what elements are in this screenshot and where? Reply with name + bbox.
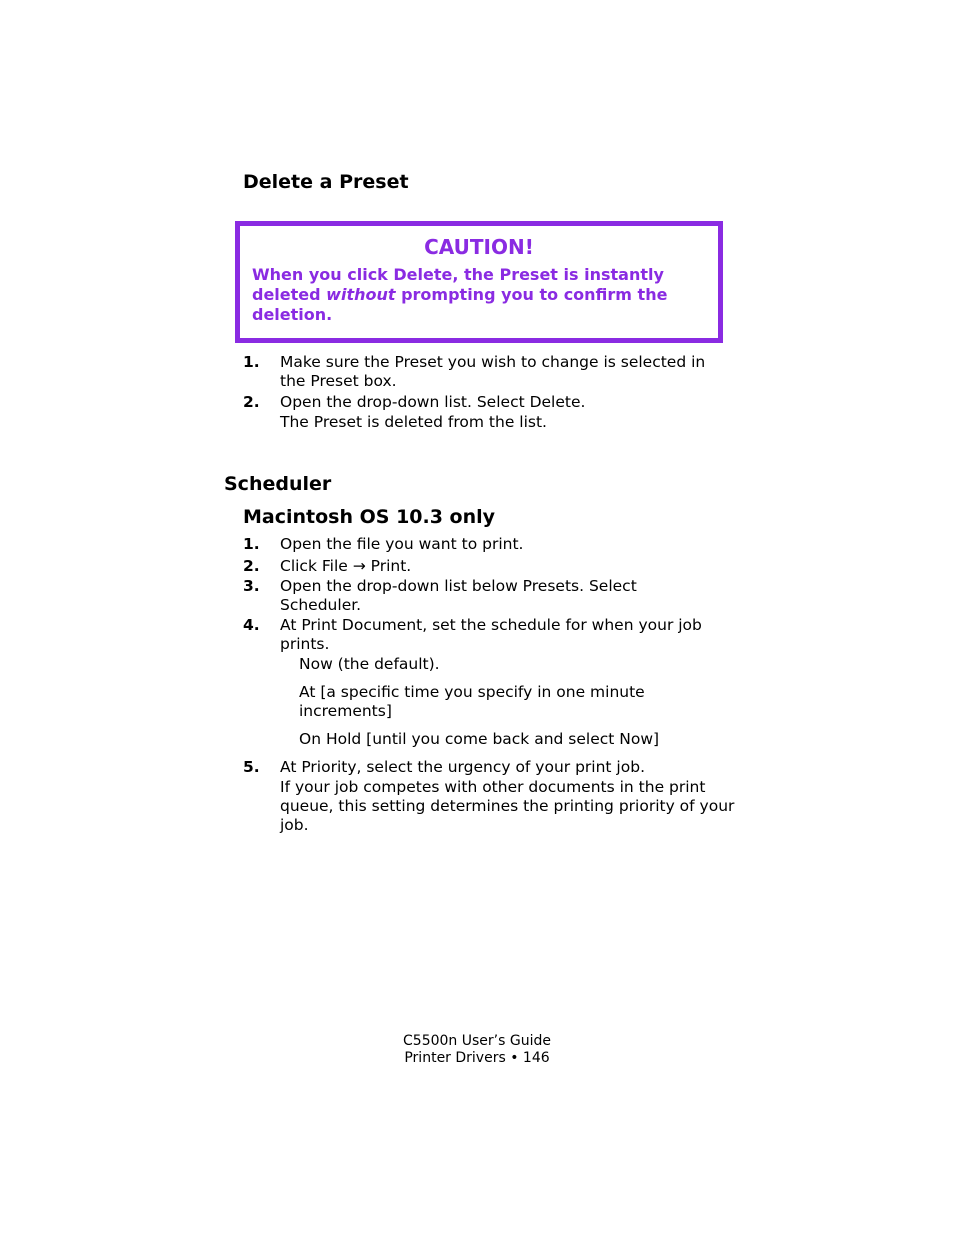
caution-text-emphasis: without bbox=[326, 285, 396, 304]
schedule-option: Now (the default). bbox=[299, 655, 440, 673]
step-text: Open the drop-down list below Presets. Select Scheduler. bbox=[280, 577, 637, 614]
caution-text-before: When you click Delete, the Preset is instantly deleted bbox=[252, 265, 664, 304]
step-number: 1. bbox=[243, 353, 260, 371]
step-number: 5. bbox=[243, 758, 260, 776]
step-number: 4. bbox=[243, 616, 260, 634]
schedule-option: At [a specific time you specify in one minute increments] bbox=[299, 683, 645, 720]
footer-page-info: Printer Drivers • 146 bbox=[404, 1050, 550, 1066]
caution-text bbox=[252, 265, 702, 325]
caution-box bbox=[235, 221, 723, 343]
step-number: 3. bbox=[243, 577, 260, 595]
step-number: 2. bbox=[243, 557, 260, 575]
footer-guide-title: C5500n User’s Guide bbox=[403, 1033, 551, 1049]
step-text: At Priority, select the urgency of your print job. bbox=[280, 758, 645, 776]
step-text: At Print Document, set the schedule for when your job prints. bbox=[280, 616, 702, 653]
step-result: The Preset is deleted from the list. bbox=[280, 413, 547, 431]
subheading-macintosh: Macintosh OS 10.3 only bbox=[243, 506, 496, 528]
priority-note: If your job competes with other documents in the print queue, this setting determines the printing priority of your job. bbox=[280, 778, 735, 834]
step-number: 1. bbox=[243, 535, 260, 553]
step-text: Click File → Print. bbox=[280, 557, 412, 575]
schedule-option: On Hold [until you come back and select Now] bbox=[299, 730, 660, 748]
section-heading-scheduler: Scheduler bbox=[224, 473, 332, 495]
step-text: Make sure the Preset you wish to change is selected in the Preset box. bbox=[280, 353, 706, 390]
step-number: 2. bbox=[243, 393, 260, 411]
section-heading-delete-preset: Delete a Preset bbox=[243, 171, 409, 193]
caution-text-after: prompting you to confirm the deletion. bbox=[252, 285, 668, 324]
step-text: Open the drop-down list. Select Delete. bbox=[280, 393, 586, 411]
step-text: Open the file you want to print. bbox=[280, 535, 524, 553]
caution-title: CAUTION! bbox=[424, 235, 534, 259]
